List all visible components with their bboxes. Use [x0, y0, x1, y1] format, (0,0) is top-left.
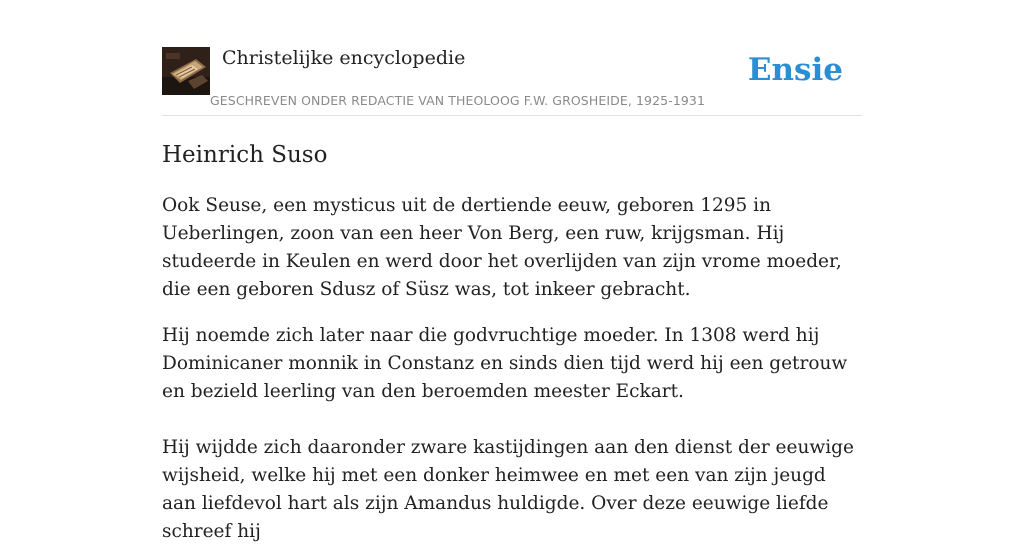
article-paragraph: Hij wijdde zich daaronder zware kastijdingen aan den dienst der eeuwige wijsheid, welke hij met een donker heimwee en met een van zijn jeugd aan liefdevol hart als zijn Amandus huldigde. Over deze eeuwige liefde schreef hij	[162, 437, 854, 542]
site-title[interactable]: Christelijke encyclopedie	[222, 47, 466, 69]
article	[162, 140, 862, 546]
brand-logo[interactable]: Ensie	[747, 52, 843, 88]
site-header	[162, 46, 862, 116]
avatar[interactable]	[162, 47, 210, 95]
article-title: Heinrich Suso	[162, 142, 328, 168]
article-paragraph: Ook Seuse, een mysticus uit de dertiende eeuw, geboren 1295 in Ueberlingen, zoon van een heer Von Berg, een ruw, krijgsman. Hij studeerde in Keulen en werd door het overlijden van zijn vrome moeder, die een geboren Sdusz of Süsz was, tot inkeer gebracht.	[162, 195, 842, 300]
site-subtitle: GESCHREVEN ONDER REDACTIE VAN THEOLOOG F.W. GROSHEIDE, 1925-1931	[210, 93, 706, 108]
article-paragraph: Hij noemde zich later naar die godvruchtige moeder. In 1308 werd hij Dominicaner monnik in Constanz en sinds dien tijd werd hij een getrouw en bezield leerling van den beroemden meester Eckart.	[162, 325, 848, 402]
book-photo-icon	[162, 47, 210, 95]
